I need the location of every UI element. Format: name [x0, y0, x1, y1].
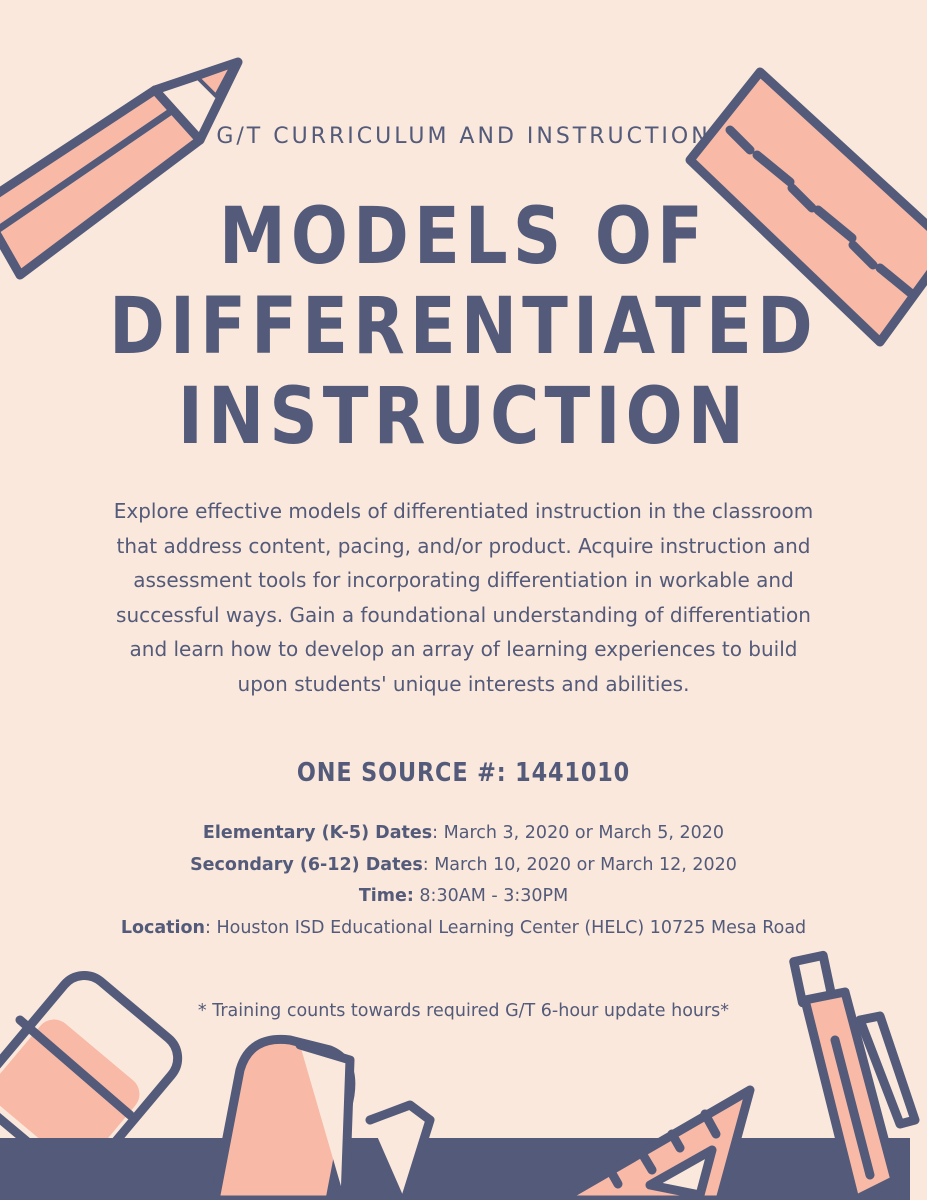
location-label: Location: [120, 917, 206, 938]
session-location: [120, 913, 807, 945]
title-line-1: MODELS OF: [219, 192, 708, 282]
elementary-value: : March 3, 2020 or March 5, 2020: [432, 823, 725, 843]
title-line-2: DIFFERENTIATED: [109, 282, 818, 372]
bottom-band: [0, 1138, 910, 1200]
secondary-dates: [120, 850, 807, 882]
elementary-label: Elementary (K-5) Dates: [202, 823, 433, 843]
book-icon: [215, 1039, 430, 1200]
secondary-label: Secondary (6-12) Dates: [190, 854, 423, 875]
training-note: * Training counts towards required G/T 6-hour update hours*: [197, 1001, 730, 1021]
title-line-3: INSTRUCTION: [177, 372, 750, 462]
session-details: [120, 818, 807, 944]
elementary-dates: [120, 818, 807, 850]
course-description: Explore effective models of differentiated instruction in the classroom that address content, pacing, and/or product. Acquire instruction and assessment tools for incorporating differentiation in workable and successful ways. Gain a foundational understanding of differentiation and learn how to develop an array of learning experiences to build upon students' unique interests and abilities.: [113, 499, 814, 696]
time-label: Time:: [358, 886, 414, 906]
event-kicker: G/T CURRICULUM AND INSTRUCTION: [216, 124, 711, 149]
page-title: [65, 192, 862, 462]
secondary-value: : March 10, 2020 or March 12, 2020: [422, 854, 737, 875]
one-source-number: ONE SOURCE #: 1441010: [296, 758, 631, 788]
session-time: [120, 881, 807, 913]
location-value: : Houston ISD Educational Learning Center (HELC) 10725 Mesa Road: [205, 917, 807, 938]
time-value: 8:30AM - 3:30PM: [413, 886, 569, 906]
